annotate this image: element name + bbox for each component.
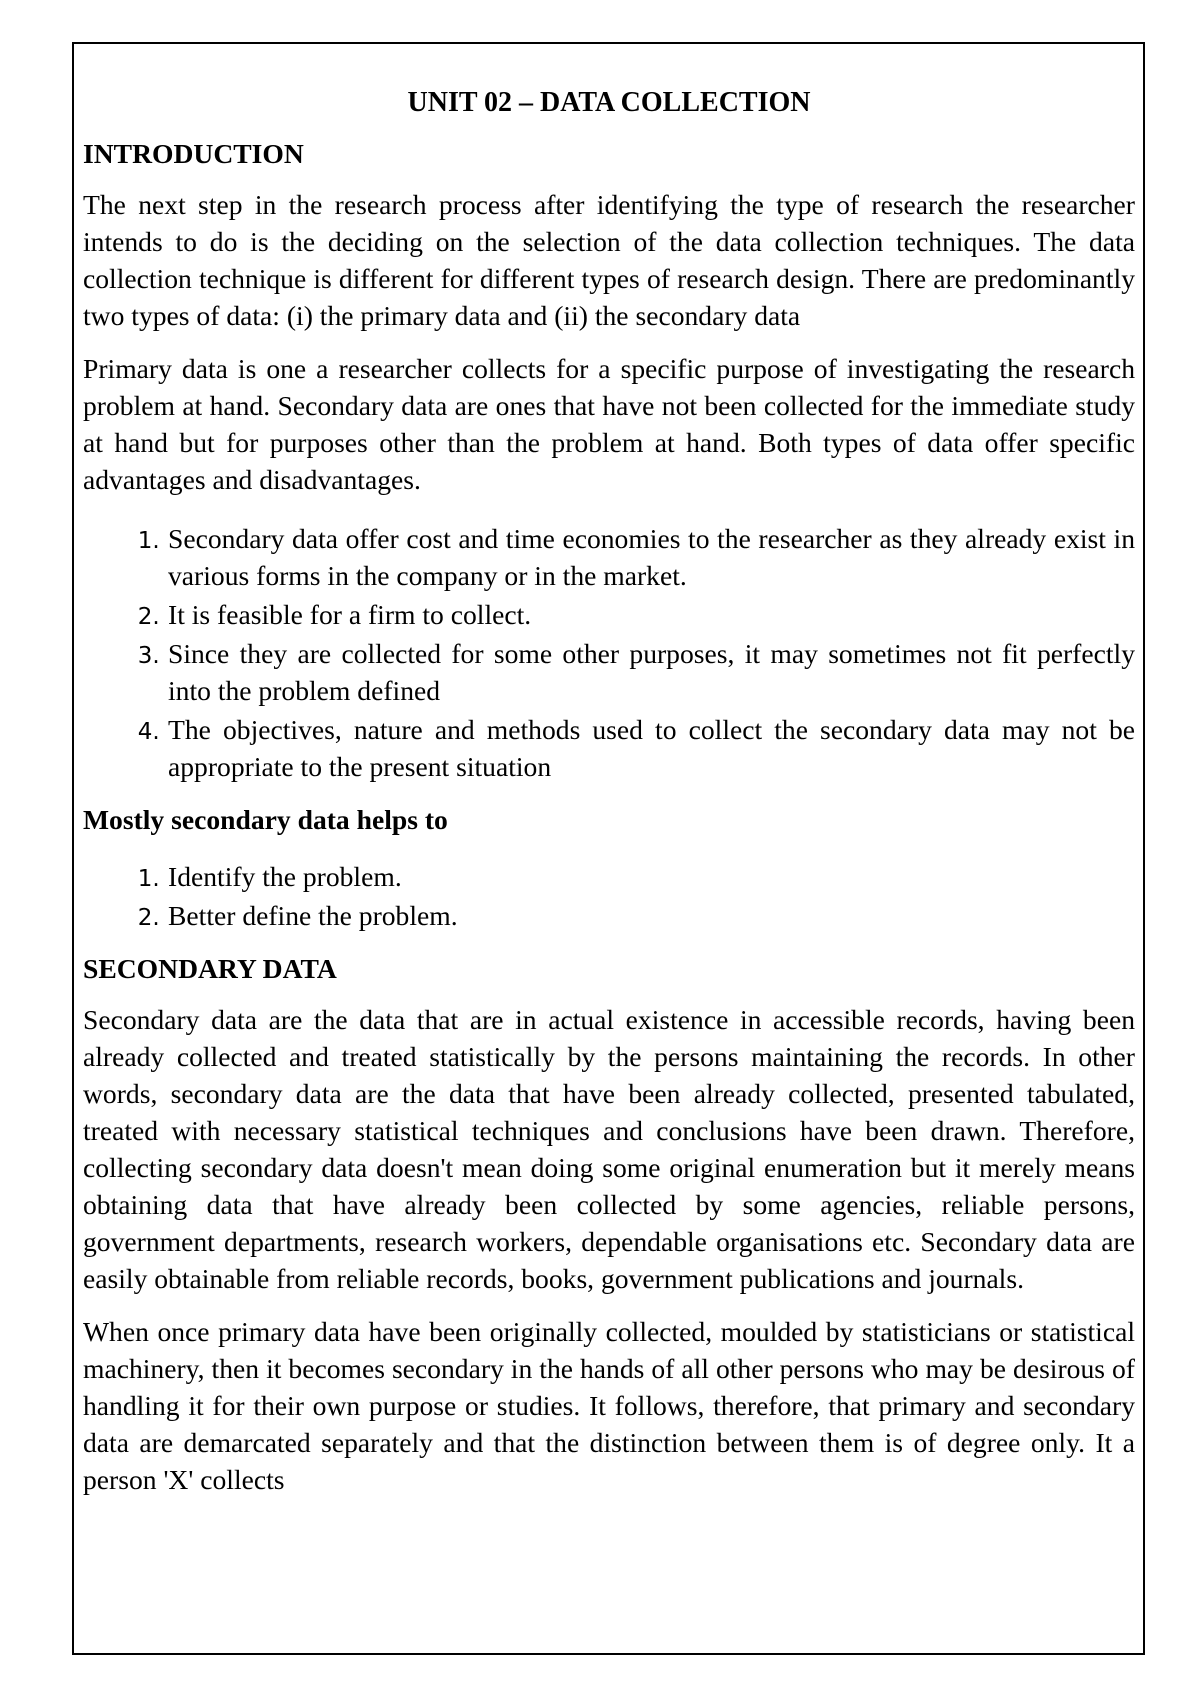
list-item: 2. It is feasible for a firm to collect. [167, 596, 1135, 633]
page-frame [72, 42, 1145, 1655]
list-item: 4. The objectives, nature and methods used to collect the secondary data may not be appropriate to the present situation [167, 711, 1135, 785]
document-body [83, 84, 1135, 1514]
secondary-data-heading: SECONDARY DATA [83, 953, 337, 984]
secondary-data-paragraph: Secondary data are the data that are in actual existence in accessible records, having been already collected and treated statistically by the persons maintaining the records. In other words, secondary data are the data that have been already collected, presented tabulated, treated with necessary statistical techniques and conclusions have been drawn. Therefore, collecting secondary data doesn't mean doing some original enumeration but it merely means obtaining data that have already been collected by some agencies, reliable persons, government departments, research workers, dependable organisations etc. Secondary data are easily obtainable from reliable records, books, government publications and journals. [83, 1004, 1135, 1294]
helps-heading: Mostly secondary data helps to [83, 804, 448, 835]
secondary-data-paragraph: When once primary data have been originally collected, moulded by statisticians or statistical machinery, then it becomes secondary in the hands of all other persons who may be desirous of handling it for their own purpose or studies. It follows, therefore, that primary and secondary data are demarcated separately and that the distinction between them is of degree only. It a person 'X' collects [83, 1316, 1135, 1495]
list-item: 1. Identify the problem. [167, 858, 1135, 895]
introduction-heading: INTRODUCTION [83, 138, 304, 169]
list-item: 1. Secondary data offer cost and time economies to the researcher as they already exist in various forms in the company or in the market. [167, 520, 1135, 594]
document-title: UNIT 02 – DATA COLLECTION [407, 87, 811, 118]
helps-list [83, 858, 1135, 934]
secondary-data-points-list [83, 520, 1135, 785]
list-item: 2. Better define the problem. [167, 897, 1135, 934]
introduction-paragraph: Primary data is one a researcher collects for a specific purpose of investigating the research problem at hand. Secondary data are ones that have not been collected for the immediate study at hand but for purposes other than the problem at hand. Both types of data offer specific advantages and disadvantages. [83, 353, 1135, 495]
list-item: 3. Since they are collected for some other purposes, it may sometimes not fit perfectly into the problem defined [167, 635, 1135, 709]
introduction-paragraph: The next step in the research process after identifying the type of research the researcher intends to do is the deciding on the selection of the data collection techniques. The data collection technique is different for different types of research design. There are predominantly two types of data: (i) the primary data and (ii) the secondary data [83, 189, 1135, 331]
